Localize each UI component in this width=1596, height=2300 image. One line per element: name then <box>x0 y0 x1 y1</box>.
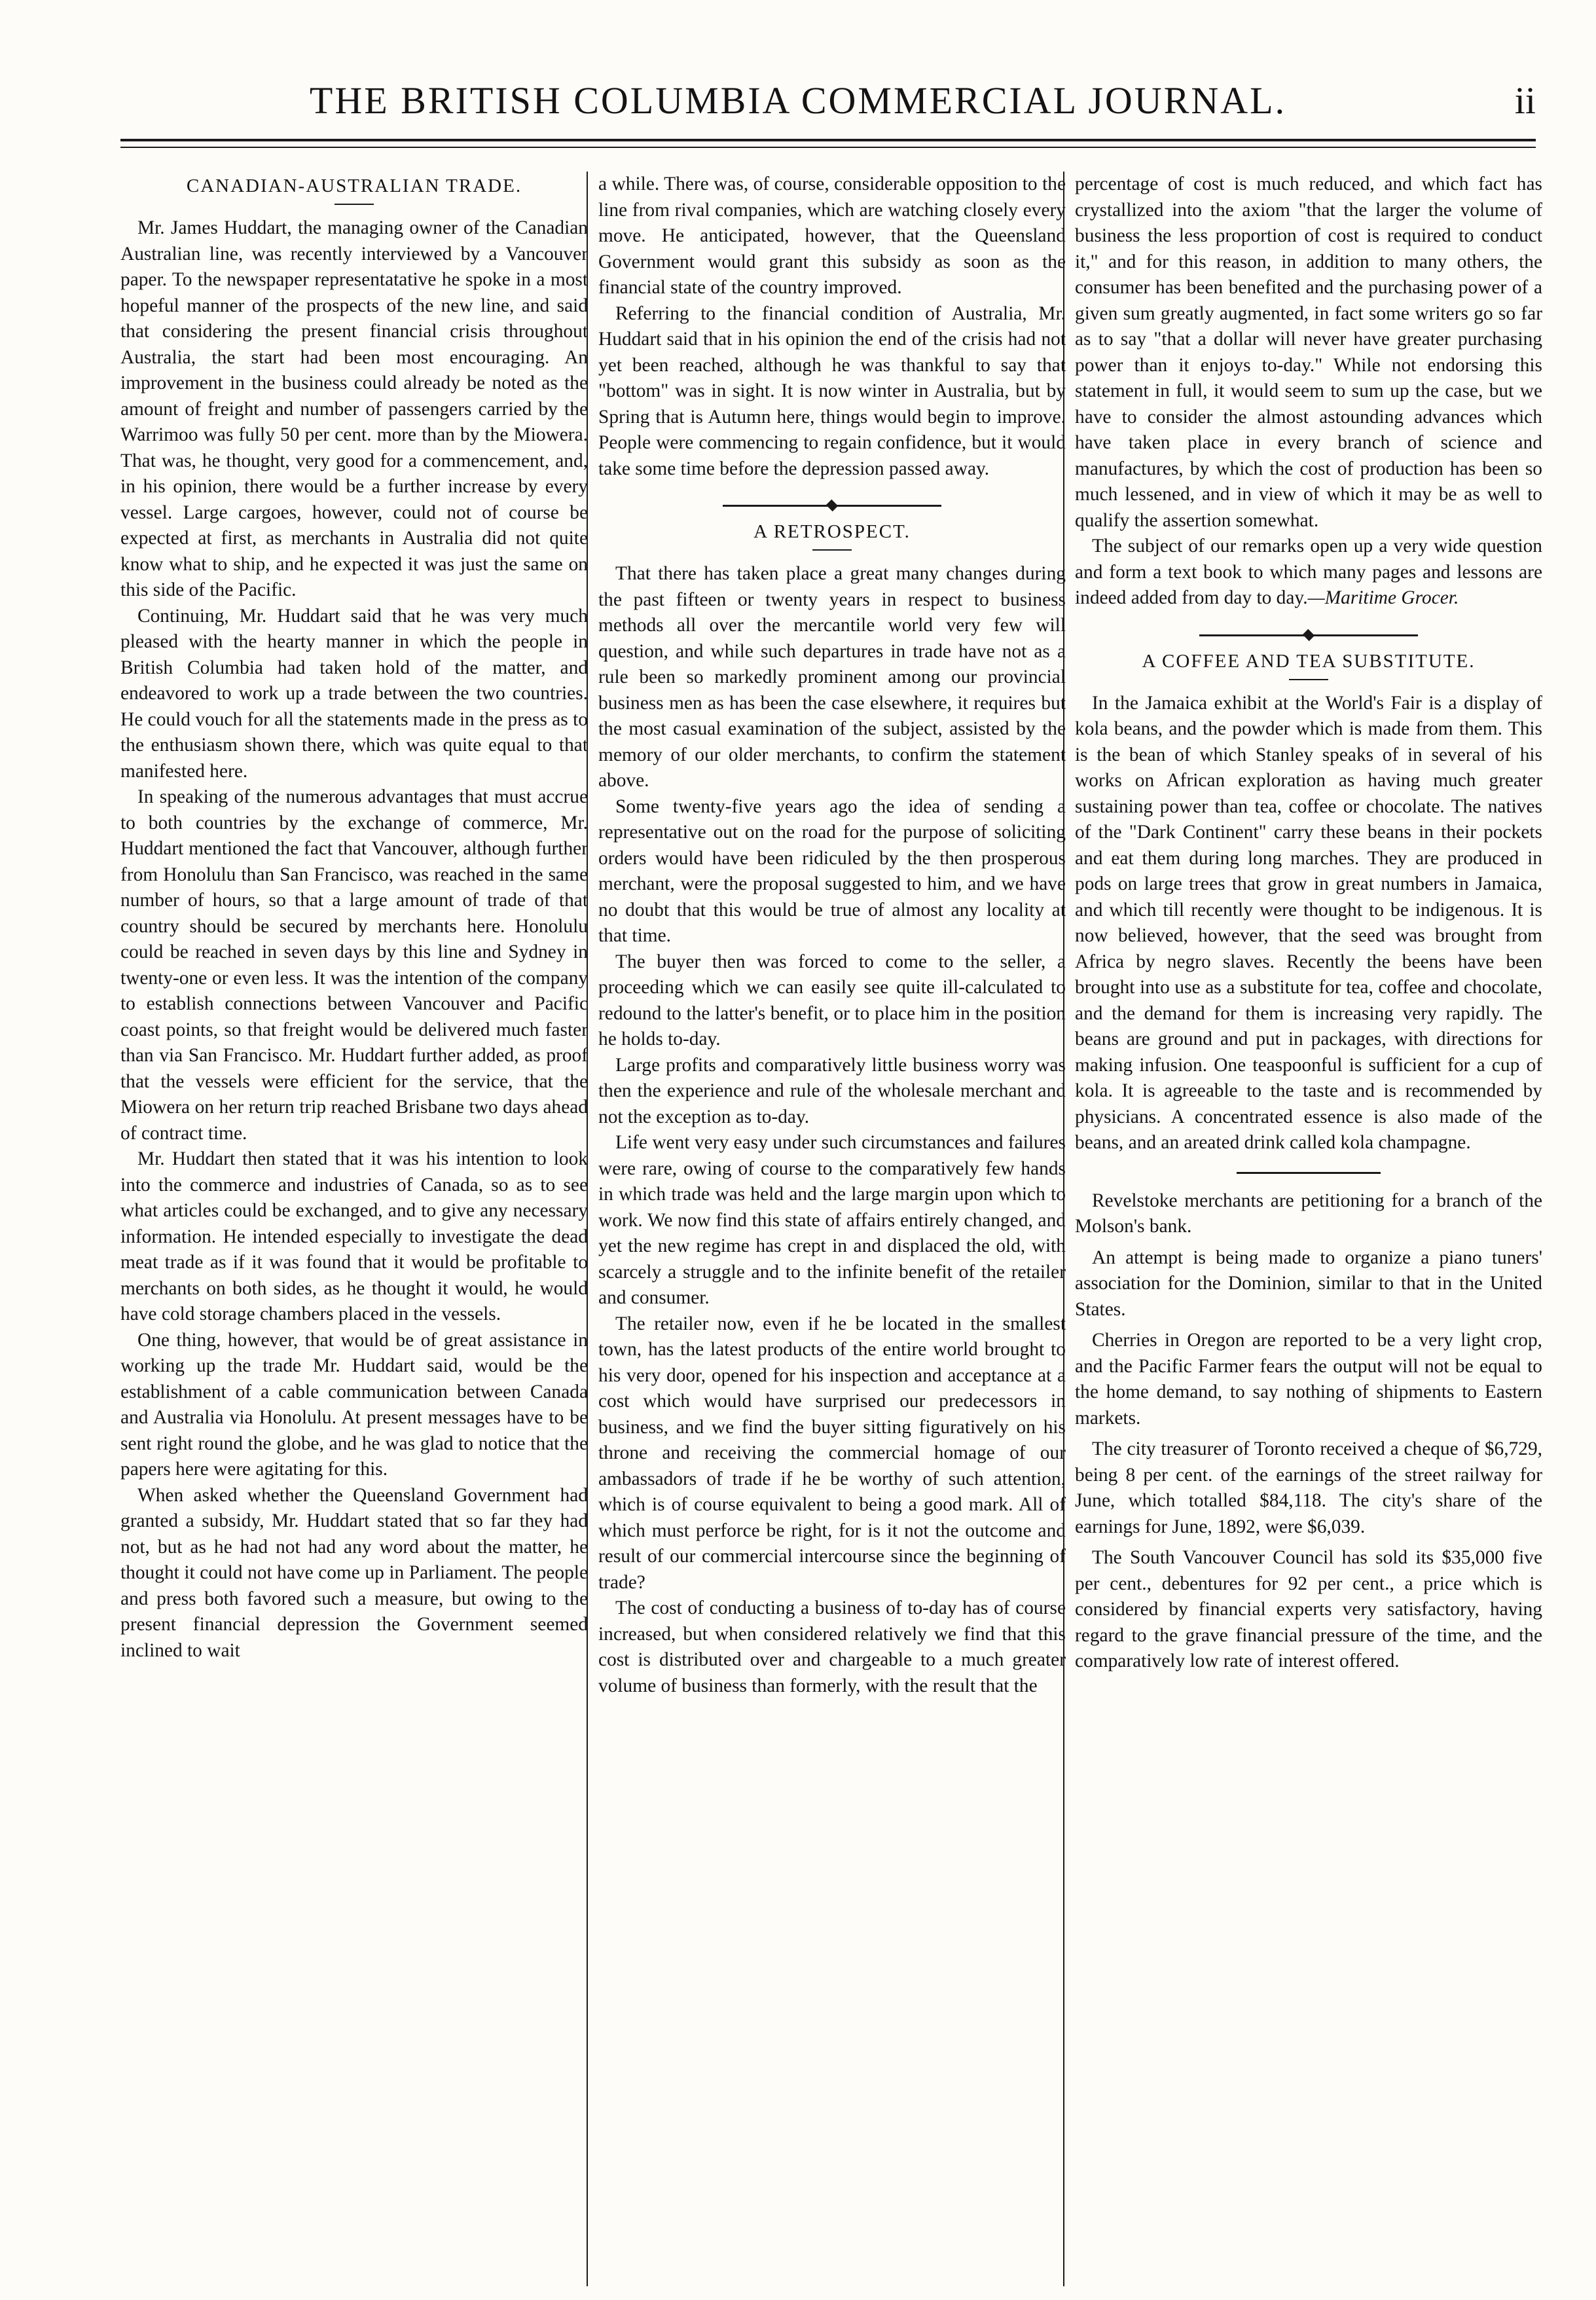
news-note: Cherries in Oregon are reported to be a very light crop, and the Pacific Farmer fears the output will not be equal to the home demand, to say nothing of shipments to Eastern markets. <box>1075 1330 1542 1429</box>
column-2 <box>598 172 1066 2273</box>
column-1 <box>120 172 588 2273</box>
page-number: ii <box>1514 79 1536 122</box>
paragraph: a while. There was, of course, considerable opposition to the line from rival companies, which are watching closely every move. He anticipated, however, that the Queensland Government would grant this subsidy as soon as the financial state of the country improved. <box>598 173 1066 298</box>
news-note: The city treasurer of Toronto received a cheque of $6,729, being 8 per cent. of the earnings of the street railway for June, which totalled $84,118. The city's share of the earnings for June, 1892, were $6,039. <box>1075 1438 1542 1537</box>
paragraph: percentage of cost is much reduced, and which fact has crystallized into the axiom "that the larger the volume of business the less proportion of cost is required to conduct it," and for this reason, in addition to many others, the consumer has been benefited and the purchasing power of a given sum greatly augmented, in fact some writers go so far as to say "that a dollar will never have greater purchasing power than it enjoys to-day." While not endorsing this statement in full, it would seem to sum up the case, but we have to consider the almost astounding advances which have taken place in every branch of science and manufactures, by which the cost of production has been so much lessened, and in view of which it may be as well to qualify the assertion somewhat. <box>1075 173 1542 531</box>
title-dash <box>335 204 374 205</box>
paragraph: Mr. Huddart then stated that it was his intention to look into the commerce and industries of Canada, so as to see what articles could be exchanged, and to give any necessary information. He intended especially to investigate the dead meat trade as if it was found that it would be profitable to merchants on both sides, as he thought it would, he would have cold storage chambers placed in the vessels. <box>120 1148 588 1324</box>
column-3 <box>1075 172 1542 2273</box>
source-signature: —Maritime Grocer. <box>1307 587 1459 608</box>
paragraph: The retailer now, even if he be located in the smallest town, has the latest products of the entire world brought to his very door, opened for his inspection and acceptance at a cost which would have surprised our predecessors in business, and we find the buyer sitting figuratively on his throne and receiving the commercial homage of our ambassadors of trade if he be worthy of such attention, which is of course equivalent to being a good mark. All of which must perforce be right, for is it not the outcome and result of our commercial intercourse since the beginning of trade? <box>598 1313 1066 1593</box>
news-note: An attempt is being made to organize a piano tuners' association for the Dominion, similar to that in the United States. <box>1075 1247 1542 1320</box>
paragraph-text: The subject of our remarks open up a very wide question and form a text book to which many pages and lessons are indeed added from day to day. <box>1075 536 1542 608</box>
columns <box>100 172 1542 2273</box>
title-dash <box>1289 679 1328 680</box>
journal-title: THE BRITISH COLUMBIA COMMERCIAL JOURNAL. <box>309 79 1287 122</box>
news-note: Revelstoke merchants are petitioning for a branch of the Molson's bank. <box>1075 1190 1542 1237</box>
article-title: CANADIAN-AUSTRALIAN TRADE. <box>186 175 522 196</box>
section-rule <box>1237 1172 1381 1174</box>
paragraph: When asked whether the Queensland Government had granted a subsidy, Mr. Huddart stated that so far they had not, but as he had not had any word about the matter, he thought it could not have come up in Parliament. The people and press both favored such a measure, but owing to the present financial depression the Government seemed inclined to wait <box>120 1484 588 1661</box>
paragraph: In the Jamaica exhibit at the World's Fair is a display of kola beans, and the powder which is made from them. This is the bean of which Stanley speaks of in several of his works on African exploration as having much greater sustaining power than tea, coffee or chocolate. The natives of the "Dark Continent" carry these beans in their pockets and eat them during long marches. They are produced in pods on large trees that grow in great numbers in Jamaica, and which till recently were thought to be indigenous. It is now believed, however, that the seed was brought from Africa by negro slaves. Recently the beens have been brought into use as a substitute for tea, coffee and chocolate, and the demand for them is increasing very rapidly. The beans are ground and put in packages, with directions for making infusion. One teaspoonful is sufficient for a cup of kola. It is agreeable to the taste and is recommended by physicians. A concentrated essence is also made of the beans, and an areated drink called kola champagne. <box>1075 692 1542 1153</box>
paragraph: One thing, however, that would be of great assistance in working up the trade Mr. Huddart said, would be the establishment of a cable communication between Canada and Australia via Honolulu. At present messages have to be sent right round the globe, and he was glad to notice that the papers here were agitating for this. <box>120 1329 588 1480</box>
page-header <box>100 79 1536 139</box>
section-ornament <box>1075 629 1542 642</box>
article-title: A RETROSPECT. <box>753 521 911 542</box>
paragraph: Life went very easy under such circumstances and failures were rare, owing of course to the comparatively few hands in which trade was held and the large margin upon which to work. We now find this state of affairs entirely changed, and yet the new regime has crept in and displaced the old, with scarcely a struggle and to the infinite benefit of the retailer and consumer. <box>598 1132 1066 1308</box>
header-rule-thin <box>120 147 1536 148</box>
paragraph: Referring to the financial condition of Australia, Mr. Huddart said that in his opinion the end of the crisis had not yet been reached, although he was thankful to say that "bottom" was in sight. It is now winter in Australia, but by Spring that is Autumn here, things would begin to improve. People were commencing to regain confidence, but it would take some time before the depression passed away. <box>598 302 1066 479</box>
paragraph: The buyer then was forced to come to the seller, a proceeding which we can easily see quite ill-calculated to redound to the latter's benefit, or to place him in the position he holds to-day. <box>598 951 1066 1050</box>
paragraph <box>1075 534 1542 612</box>
paragraph: That there has taken place a great many changes during the past fifteen or twenty years in respect to business methods all over the mercantile world very few will question, and while such departures in trade have not as a rule been so markedly prominent among our provincial business men as has been the case elsewhere, it requires but the most casual examination of the subject, assisted by the memory of our older merchants, to confirm the statement above. <box>598 563 1066 791</box>
paragraph: Mr. James Huddart, the managing owner of the Canadian Australian line, was recently interviewed by a Vancouver paper. To the newspaper representatative he spoke in a most hopeful manner of the prospects of the new line, and said that considering the present financial crisis throughout Australia, the start had been most encouraging. An improvement in the business could already be noted as the amount of freight and number of passengers carried by the Warrimoo was fully 50 per cent. more than by the Miowera. That was, he thought, very good for a commencement, and, in his opinion, there would be a further increase by every vessel. Large cargoes, however, could not of course be expected at first, as merchants in Australia did not quite know what to ship, and he expected it was just the same on this side of the Pacific. <box>120 217 588 600</box>
paragraph: Some twenty-five years ago the idea of sending a representative out on the road for the purpose of soliciting orders would have been ridiculed by the then prosperous merchant, were the proposal suggested to him, and we have no doubt that this would be true of almost any locality at that time. <box>598 795 1066 946</box>
paragraph: Large profits and comparatively little business worry was then the experience and rule of the wholesale merchant and not the exception as to-day. <box>598 1054 1066 1127</box>
paragraph: In speaking of the numerous advantages that must accrue to both countries by the exchange of commerce, Mr. Huddart mentioned the fact that Vancouver, although further from Honolulu than San Francisco, was reached in the same number of hours, so that a large amount of trade of that country should be secured by merchants here. Honolulu could be reached in seven days by this line and Sydney in twenty-one or even less. It was the intention of the company to establish connections between Vancouver and Pacific coast points, so that freight would be delivered much faster than via San Francisco. Mr. Huddart further added, as proof that the vessels were efficient for the service, that the Miowera on her return trip reached Brisbane two days ahead of contract time. <box>120 786 588 1144</box>
news-note: The South Vancouver Council has sold its $35,000 five per cent., debentures for 92 per cent., a price which is considered by financial experts very satisfactory, having regard to the grave financial pressure of the time, and the comparatively low rate of interest offered. <box>1075 1547 1542 1671</box>
paragraph: Continuing, Mr. Huddart said that he was very much pleased with the hearty manner in which the people in British Columbia had taken hold of the matter, and endeavored to work up a trade between the two countries. He could vouch for all the statements made in the press as to the enthusiasm shown there, which was quite equal to that manifested here. <box>120 605 588 782</box>
title-dash <box>812 549 852 551</box>
paragraph: The cost of conducting a business of to-day has of course increased, but when considered relatively we find that this cost is distributed over and chargeable to a much greater volume of business than formerly, with the result that the <box>598 1597 1066 1696</box>
section-ornament <box>598 499 1066 512</box>
header-rule <box>120 139 1536 141</box>
article-title: A COFFEE AND TEA SUBSTITUTE. <box>1142 650 1476 672</box>
